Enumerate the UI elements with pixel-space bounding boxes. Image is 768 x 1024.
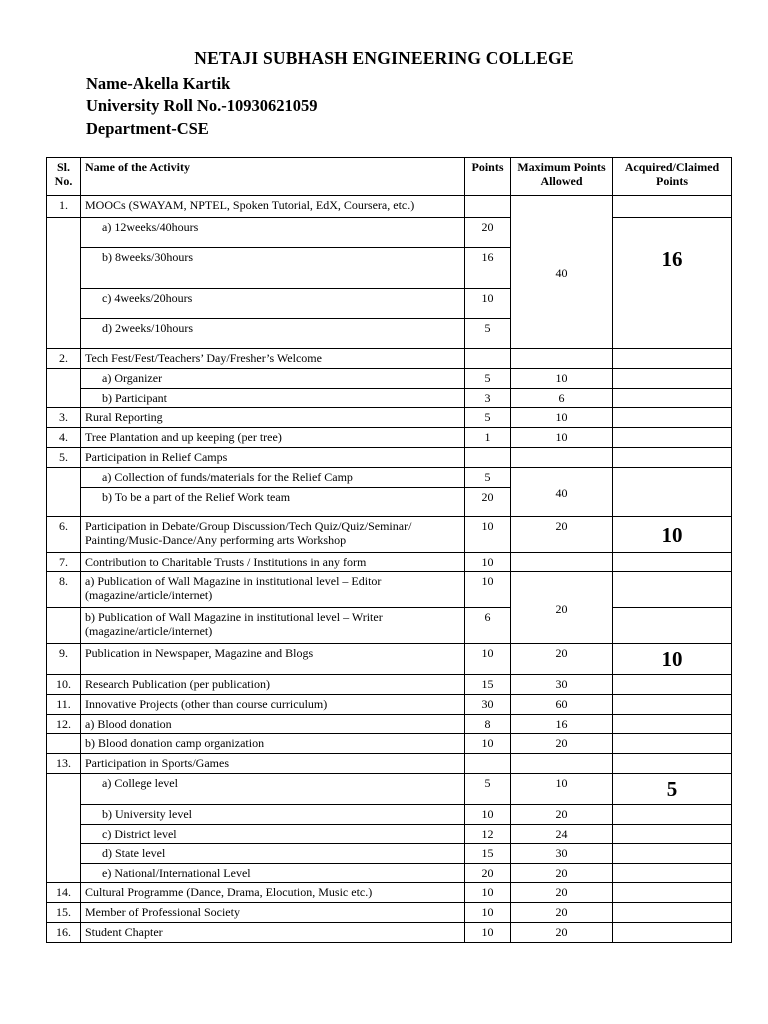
sl-cell: 9. xyxy=(47,644,81,675)
max-points-cell: 20 xyxy=(511,903,613,923)
acquired-cell xyxy=(613,754,732,774)
sl-cell: 4. xyxy=(47,428,81,448)
points-cell xyxy=(465,196,511,218)
table-row xyxy=(47,608,732,644)
table-row xyxy=(47,389,732,408)
points-cell xyxy=(465,754,511,774)
activity-cell: b) Blood donation camp organization xyxy=(81,734,465,754)
acquired-cell xyxy=(613,349,732,369)
sl-cell: 7. xyxy=(47,553,81,572)
table-row xyxy=(47,825,732,844)
points-cell xyxy=(465,448,511,468)
col-header-activity: Name of the Activity xyxy=(81,158,465,196)
activity-cell: b) To be a part of the Relief Work team xyxy=(81,488,465,517)
student-name: Name-Akella Kartik xyxy=(86,74,231,93)
max-points-cell: 10 xyxy=(511,428,613,448)
points-cell: 1 xyxy=(465,428,511,448)
table-row xyxy=(47,369,732,389)
points-cell: 10 xyxy=(465,903,511,923)
acquired-cell: 10 xyxy=(613,517,732,553)
points-cell: 20 xyxy=(465,864,511,883)
activity-cell: Participation in Sports/Games xyxy=(81,754,465,774)
max-points-cell: 20 xyxy=(511,923,613,943)
activity-cell: b) Participant xyxy=(81,389,465,408)
max-points-cell: 20 xyxy=(511,572,613,644)
activity-cell: c) District level xyxy=(81,825,465,844)
points-cell: 10 xyxy=(465,734,511,754)
points-cell: 20 xyxy=(465,488,511,517)
table-row xyxy=(47,883,732,903)
max-points-cell: 20 xyxy=(511,517,613,553)
max-points-cell: 30 xyxy=(511,675,613,695)
table-header-row xyxy=(47,158,732,196)
activity-cell: Participation in Debate/Group Discussion/Tech Quiz/Quiz/Seminar/ Painting/Music-Dance/Any performing arts Workshop xyxy=(81,517,465,553)
points-cell: 10 xyxy=(465,644,511,675)
points-cell: 10 xyxy=(465,923,511,943)
activity-cell: Student Chapter xyxy=(81,923,465,943)
points-cell: 3 xyxy=(465,389,511,408)
acquired-cell xyxy=(613,608,732,644)
activity-cell: Cultural Programme (Dance, Drama, Elocution, Music etc.) xyxy=(81,883,465,903)
activity-cell: a) College level xyxy=(81,774,465,805)
max-points-cell: 20 xyxy=(511,805,613,825)
acquired-cell xyxy=(613,553,732,572)
max-points-cell: 40 xyxy=(511,468,613,517)
activity-cell: Innovative Projects (other than course curriculum) xyxy=(81,695,465,715)
sl-cell: 3. xyxy=(47,408,81,428)
acquired-cell xyxy=(613,903,732,923)
points-cell: 16 xyxy=(465,248,511,289)
activity-cell: a) Publication of Wall Magazine in institutional level – Editor (magazine/article/internet) xyxy=(81,572,465,608)
table-row xyxy=(47,774,732,805)
table-row xyxy=(47,448,732,468)
points-cell: 12 xyxy=(465,825,511,844)
col-header-sl: Sl. No. xyxy=(47,158,81,196)
max-points-cell: 20 xyxy=(511,864,613,883)
activity-cell: a) Organizer xyxy=(81,369,465,389)
activity-cell: a) Collection of funds/materials for the Relief Camp xyxy=(81,468,465,488)
activity-cell: b) University level xyxy=(81,805,465,825)
points-cell: 15 xyxy=(465,675,511,695)
acquired-cell xyxy=(613,864,732,883)
points-cell: 10 xyxy=(465,805,511,825)
acquired-cell: 5 xyxy=(613,774,732,805)
points-cell: 5 xyxy=(465,369,511,389)
acquired-cell xyxy=(613,715,732,734)
activity-cell: Participation in Relief Camps xyxy=(81,448,465,468)
col-header-acquired: Acquired/Claimed Points xyxy=(613,158,732,196)
max-points-cell: 20 xyxy=(511,644,613,675)
activity-cell: Member of Professional Society xyxy=(81,903,465,923)
activity-cell: Publication in Newspaper, Magazine and Blogs xyxy=(81,644,465,675)
table-row xyxy=(47,428,732,448)
acquired-cell xyxy=(613,883,732,903)
sl-cell: 13. xyxy=(47,754,81,774)
table-row xyxy=(47,408,732,428)
acquired-cell xyxy=(613,448,732,468)
max-points-cell: 16 xyxy=(511,715,613,734)
acquired-cell xyxy=(613,468,732,517)
points-cell: 10 xyxy=(465,289,511,319)
max-points-cell xyxy=(511,349,613,369)
table-row xyxy=(47,754,732,774)
acquired-cell xyxy=(613,572,732,608)
activity-cell: b) 8weeks/30hours xyxy=(81,248,465,289)
table-row xyxy=(47,864,732,883)
activity-cell: c) 4weeks/20hours xyxy=(81,289,465,319)
sl-cell xyxy=(47,369,81,408)
acquired-cell xyxy=(613,844,732,864)
table-row xyxy=(47,734,732,754)
points-cell: 6 xyxy=(465,608,511,644)
acquired-cell xyxy=(613,369,732,389)
activity-cell: Research Publication (per publication) xyxy=(81,675,465,695)
sl-cell xyxy=(47,774,81,883)
max-points-cell xyxy=(511,448,613,468)
table-row xyxy=(47,218,732,248)
department: Department-CSE xyxy=(86,119,209,138)
table-row xyxy=(47,644,732,675)
acquired-cell xyxy=(613,923,732,943)
table-row xyxy=(47,675,732,695)
points-cell xyxy=(465,349,511,369)
max-points-cell: 60 xyxy=(511,695,613,715)
sl-cell xyxy=(47,734,81,754)
activity-cell: a) 12weeks/40hours xyxy=(81,218,465,248)
points-cell: 5 xyxy=(465,408,511,428)
college-title: NETAJI SUBHASH ENGINEERING COLLEGE xyxy=(194,48,574,68)
activity-cell: Tree Plantation and up keeping (per tree) xyxy=(81,428,465,448)
points-cell: 10 xyxy=(465,517,511,553)
acquired-cell xyxy=(613,196,732,218)
points-cell: 30 xyxy=(465,695,511,715)
acquired-cell xyxy=(613,675,732,695)
sl-cell: 11. xyxy=(47,695,81,715)
table-row xyxy=(47,349,732,369)
points-cell: 15 xyxy=(465,844,511,864)
points-cell: 8 xyxy=(465,715,511,734)
table-row xyxy=(47,695,732,715)
activity-cell: Rural Reporting xyxy=(81,408,465,428)
max-points-cell: 6 xyxy=(511,389,613,408)
sl-cell: 12. xyxy=(47,715,81,734)
acquired-cell xyxy=(613,389,732,408)
sl-cell: 10. xyxy=(47,675,81,695)
points-cell: 20 xyxy=(465,218,511,248)
table-row xyxy=(47,517,732,553)
table-row xyxy=(47,844,732,864)
acquired-cell xyxy=(613,428,732,448)
points-cell: 10 xyxy=(465,572,511,608)
activity-points-table xyxy=(46,157,732,943)
table-row xyxy=(47,468,732,488)
table-row xyxy=(47,923,732,943)
activity-cell: d) State level xyxy=(81,844,465,864)
acquired-cell xyxy=(613,408,732,428)
acquired-cell xyxy=(613,695,732,715)
max-points-cell xyxy=(511,553,613,572)
activity-cell: d) 2weeks/10hours xyxy=(81,319,465,349)
points-cell: 10 xyxy=(465,883,511,903)
activity-cell: a) Blood donation xyxy=(81,715,465,734)
activity-cell: e) National/International Level xyxy=(81,864,465,883)
table-row xyxy=(47,196,732,218)
max-points-cell: 20 xyxy=(511,883,613,903)
points-cell: 5 xyxy=(465,319,511,349)
activity-cell: Tech Fest/Fest/Teachers’ Day/Fresher’s Welcome xyxy=(81,349,465,369)
max-points-cell: 30 xyxy=(511,844,613,864)
table-row xyxy=(47,805,732,825)
max-points-cell: 10 xyxy=(511,408,613,428)
sl-cell xyxy=(47,468,81,517)
sl-cell: 16. xyxy=(47,923,81,943)
acquired-cell xyxy=(613,825,732,844)
acquired-cell xyxy=(613,734,732,754)
acquired-cell xyxy=(613,805,732,825)
activity-cell: Contribution to Charitable Trusts / Institutions in any form xyxy=(81,553,465,572)
max-points-cell: 24 xyxy=(511,825,613,844)
col-header-max-points: Maximum Points Allowed xyxy=(511,158,613,196)
points-cell: 10 xyxy=(465,553,511,572)
max-points-cell: 20 xyxy=(511,734,613,754)
sl-cell: 8. xyxy=(47,572,81,608)
table-row xyxy=(47,715,732,734)
sl-cell: 1. xyxy=(47,196,81,218)
table-row xyxy=(47,553,732,572)
sl-cell: 2. xyxy=(47,349,81,369)
table-row xyxy=(47,572,732,608)
table-row xyxy=(47,903,732,923)
max-points-cell xyxy=(511,754,613,774)
points-cell: 5 xyxy=(465,774,511,805)
col-header-points: Points xyxy=(465,158,511,196)
sl-cell: 14. xyxy=(47,883,81,903)
sl-cell xyxy=(47,218,81,349)
sl-cell: 15. xyxy=(47,903,81,923)
activity-cell: b) Publication of Wall Magazine in institutional level – Writer (magazine/article/internet) xyxy=(81,608,465,644)
points-cell: 5 xyxy=(465,468,511,488)
max-points-cell: 40 xyxy=(511,196,613,349)
acquired-cell: 16 xyxy=(613,218,732,349)
sl-cell: 6. xyxy=(47,517,81,553)
university-roll-no: University Roll No.-10930621059 xyxy=(86,96,318,115)
acquired-cell: 10 xyxy=(613,644,732,675)
activity-cell: MOOCs (SWAYAM, NPTEL, Spoken Tutorial, EdX, Coursera, etc.) xyxy=(81,196,465,218)
sl-cell: 5. xyxy=(47,448,81,468)
sl-cell xyxy=(47,608,81,644)
max-points-cell: 10 xyxy=(511,774,613,805)
max-points-cell: 10 xyxy=(511,369,613,389)
